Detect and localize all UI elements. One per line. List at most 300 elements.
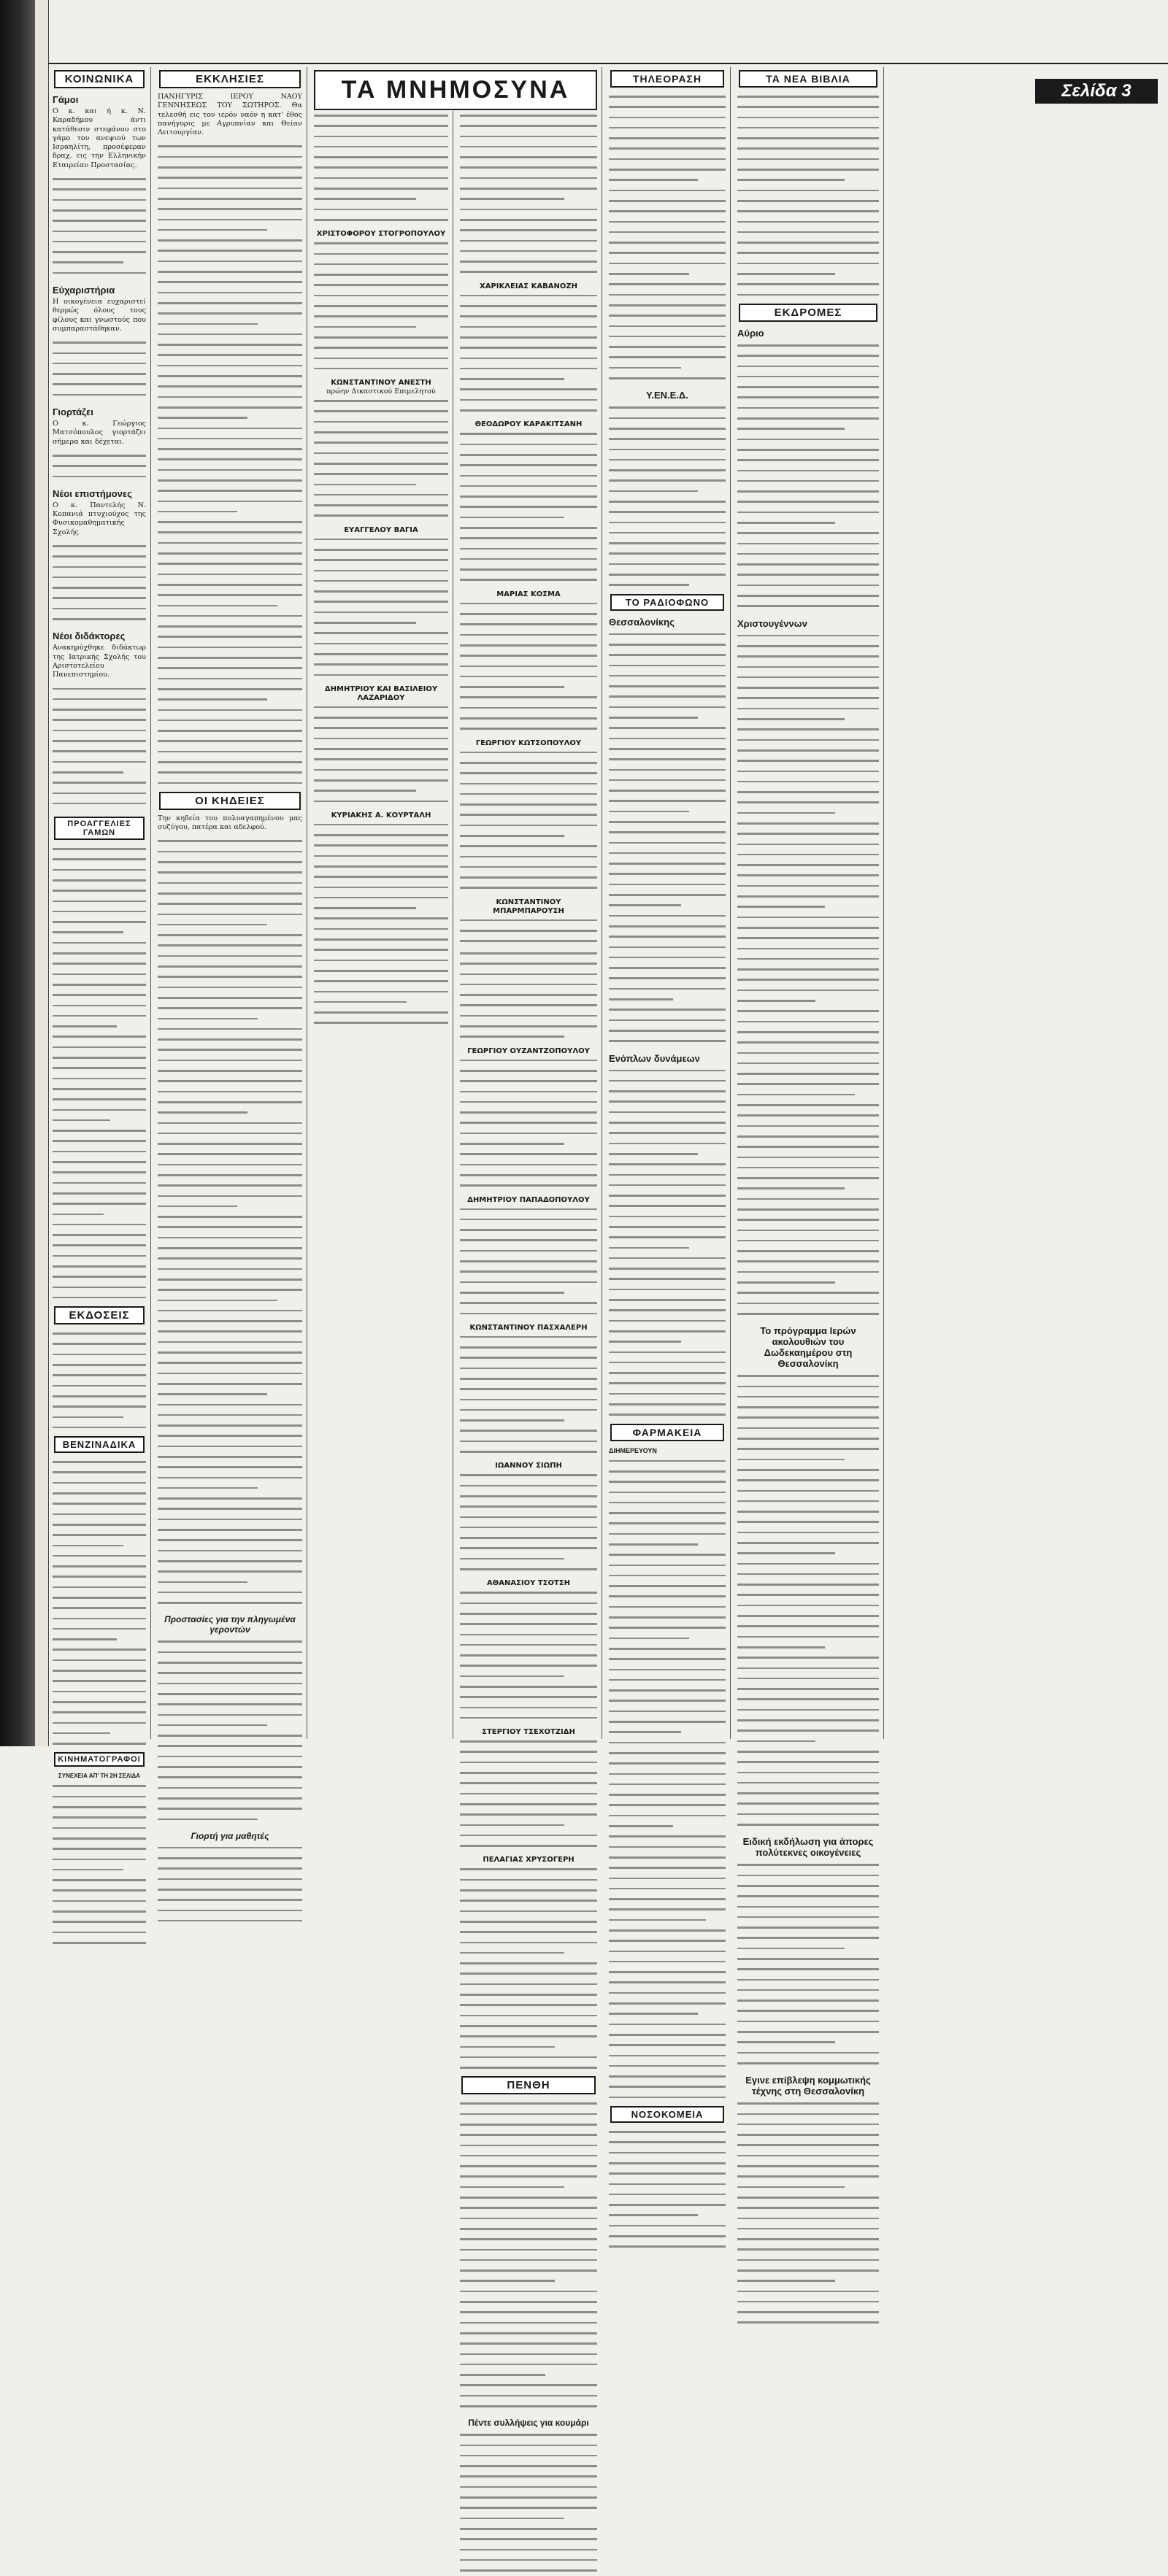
text-line: [737, 404, 879, 414]
text-line: [460, 2493, 597, 2503]
text-line: [737, 1111, 879, 1121]
text-line: [460, 2514, 564, 2524]
text-line: [314, 153, 448, 163]
text-line: [737, 528, 879, 539]
text-line: [460, 2329, 597, 2339]
text-line: [314, 323, 416, 333]
text-line: [460, 779, 597, 790]
text-line: [53, 1614, 146, 1624]
obituary-name: ΙΩΑΝΝΟΥ ΣΙΩΠΗ: [495, 1462, 562, 1470]
text-line: [737, 2017, 879, 2027]
radio-enoplon-text: [609, 1066, 726, 1421]
text-line: [609, 766, 726, 776]
text-line: [158, 194, 302, 204]
text-line: [158, 486, 302, 496]
text-line: [737, 777, 879, 787]
text-line: [460, 821, 597, 831]
text-line: [158, 173, 302, 183]
text-line: [737, 965, 879, 975]
obituary-name: ΧΑΡΙΚΛΕΙΑΣ ΚΑΒΑΝΟΖΗ: [480, 282, 577, 290]
text-line: [53, 959, 146, 969]
text-line: [314, 501, 448, 511]
text-line: [314, 555, 448, 566]
text-line: [737, 955, 879, 965]
text-line: [460, 2534, 597, 2545]
text-line: [737, 435, 879, 445]
text-line: [460, 1737, 597, 1747]
page-number-badge: Σελίδα 3: [1035, 79, 1158, 104]
text-line: [737, 1142, 879, 1152]
text-line: [609, 2200, 726, 2210]
text-line: [460, 831, 564, 841]
text-line: [314, 194, 416, 204]
text-line: [737, 1996, 879, 2006]
text-line: [460, 1181, 597, 1191]
text-line: [460, 768, 597, 779]
text-line: [609, 1936, 726, 1946]
text-line: [460, 1990, 597, 2000]
text-line: [158, 246, 302, 256]
text-line: [737, 1570, 879, 1580]
text-line: [460, 385, 597, 395]
text-line: [737, 144, 879, 154]
text-line: [737, 155, 879, 165]
text-line: [609, 1005, 726, 1015]
text-line: [460, 2503, 597, 2513]
text-line: [460, 1384, 597, 1395]
text-line: [460, 247, 597, 257]
text-line: [609, 807, 689, 817]
text-line: [609, 1957, 726, 1967]
section-header-kideies: ΟΙ ΚΗΔΕΙΕΣ: [159, 792, 301, 810]
text-line: [609, 1222, 726, 1233]
text-line: [53, 379, 146, 390]
text-line: [158, 1494, 302, 1504]
koinonika-section-text: Ο κ. Παντελής Ν. Κοπανιά πτυχιούχος της Φυσικομαθηματικής Σχολής.: [53, 501, 146, 536]
text-line: [737, 1643, 825, 1653]
text-line: [737, 673, 879, 683]
text-line: [609, 1603, 726, 1613]
text-line: [737, 1881, 879, 1891]
section-header-koinonika: ΚΟΙΝΩΝΙΚΑ: [54, 70, 145, 88]
giorti-text: [158, 1843, 302, 1927]
text-line: [737, 2183, 845, 2193]
text-line: [609, 1530, 726, 1540]
text-line: [737, 1299, 879, 1309]
text-line: [314, 205, 448, 215]
text-line: [158, 1668, 302, 1678]
text-line: [460, 1959, 597, 1969]
text-line: [158, 1854, 302, 1864]
text-line: [460, 513, 564, 523]
text-line: [460, 544, 597, 555]
text-line: [609, 2040, 726, 2051]
text-line: [314, 1008, 448, 1018]
koinonika-sections: [53, 94, 146, 809]
text-line: [460, 482, 597, 492]
text-line: [609, 1285, 726, 1295]
text-line: [460, 194, 564, 204]
text-line: [609, 528, 726, 539]
text-line: [609, 1759, 726, 1769]
text-line: [460, 2451, 597, 2461]
text-line: [53, 917, 146, 928]
text-line: [460, 1523, 597, 1533]
text-line: [609, 2210, 698, 2221]
text-line: [158, 1462, 302, 1473]
text-line: [737, 279, 879, 290]
text-line: [460, 1938, 597, 1948]
text-line: [158, 590, 302, 601]
text-line: [158, 371, 302, 382]
text-line: [609, 1748, 726, 1759]
text-line: [737, 1860, 879, 1870]
text-line: [53, 938, 146, 949]
text-line: [460, 2318, 597, 2329]
text-line: [737, 1549, 835, 1559]
text-line: [737, 1923, 879, 1933]
text-line: [158, 455, 302, 465]
text-line: [460, 225, 597, 236]
text-line: [53, 1011, 146, 1022]
text-line: [609, 2009, 698, 2019]
text-line: [737, 2234, 879, 2245]
text-line: [158, 1546, 302, 1557]
text-line: [53, 1147, 146, 1157]
text-line: [314, 184, 448, 194]
text-line: [158, 1316, 302, 1327]
text-line: [460, 1160, 597, 1171]
text-line: [158, 444, 302, 455]
text-line: [314, 703, 448, 713]
koinonika-section-title: Νέοι επιστήμονες: [53, 487, 132, 499]
text-line: [737, 1236, 879, 1246]
text-line: [460, 2524, 597, 2534]
column-mnimosyna-c-visible: [456, 949, 602, 2429]
text-line: [609, 1999, 726, 2009]
text-line: [737, 746, 879, 756]
text-line: [314, 883, 448, 893]
text-line: [460, 790, 597, 800]
text-line: [158, 1306, 302, 1316]
text-line: [609, 455, 726, 466]
text-line: [609, 1623, 726, 1633]
text-line: [737, 1933, 879, 1943]
text-line: [609, 1654, 726, 1665]
text-line: [53, 1272, 146, 1282]
text-line: [314, 142, 448, 153]
text-line: [460, 609, 597, 620]
text-line: [737, 913, 879, 923]
text-line: [460, 2021, 597, 2032]
text-line: [460, 2461, 597, 2472]
text-line: [737, 1871, 879, 1881]
text-line: [314, 174, 448, 184]
text-line: [609, 414, 726, 424]
text-line: [53, 604, 146, 614]
text-line: [609, 1254, 726, 1264]
text-line: [460, 2043, 555, 2053]
obituary-name: ΧΡΙΣΤΟΦΟΡΟΥ ΣΤΟΓΡΟΠΟΥΛΟΥ: [316, 230, 446, 239]
text-line: [53, 1824, 146, 1834]
text-line: [609, 1181, 726, 1191]
text-line: [158, 857, 302, 868]
text-line: [460, 2556, 597, 2566]
text-line: [737, 228, 879, 238]
text-line: [158, 1265, 302, 1275]
koinonika-section-title: Εύχαριστήρια: [53, 285, 115, 296]
section-header-nosokomeia: ΝΟΣΟΚΟΜΕΙΑ: [610, 2106, 724, 2123]
text-line: [53, 1252, 146, 1262]
text-line: [609, 363, 681, 374]
text-line: [609, 1696, 726, 1706]
text-line: [158, 1721, 267, 1731]
text-line: [737, 1778, 879, 1789]
text-line: [460, 1565, 597, 1575]
text-line: [609, 1348, 726, 1358]
text-line: [53, 1530, 146, 1540]
text-line: [609, 1508, 726, 1519]
text-line: [609, 175, 698, 185]
text-line: [158, 1431, 302, 1441]
text-line: [158, 184, 302, 194]
obituary-name: ΔΗΜΗΤΡΙΟΥ ΚΑΙ ΒΑΣΙΛΕΙΟΥ ΛΑΖΑΡΙΔΟΥ: [324, 685, 438, 702]
text-line: [460, 1416, 564, 1426]
ekklisies-text: [158, 142, 302, 788]
text-line: [609, 1811, 726, 1821]
text-line: [158, 920, 267, 930]
text-line: [737, 1309, 879, 1319]
text-line: [609, 279, 726, 290]
text-line: [737, 892, 879, 902]
text-line: [737, 134, 879, 144]
nosokomeia-text: [609, 2127, 726, 2253]
text-line: [158, 204, 302, 215]
text-line: [158, 983, 302, 993]
text-line: [53, 747, 146, 757]
text-line: [158, 1773, 302, 1783]
text-line: [53, 1126, 146, 1136]
text-line: [460, 1948, 564, 1959]
text-line: [737, 2151, 879, 2162]
section-header-benzinadika: ΒΕΝΖΙΝΑΔΙΚΑ: [54, 1436, 145, 1453]
text-line: [737, 1257, 879, 1267]
text-line: [158, 1504, 302, 1514]
text-line: [460, 916, 597, 926]
text-line: [460, 800, 597, 810]
text-line: [609, 580, 689, 590]
text-line: [609, 1378, 726, 1389]
text-line: [158, 382, 302, 392]
obituary-name: ΓΕΩΡΓΙΟΥ ΚΩΤΣΟΠΟΥΛΟΥ: [475, 739, 582, 747]
text-line: [609, 1295, 726, 1306]
text-line: [53, 1370, 146, 1381]
text-line: [158, 1108, 247, 1118]
text-line: [460, 153, 597, 163]
text-line: [158, 298, 302, 309]
text-line: [53, 1043, 146, 1053]
text-line: [53, 1792, 146, 1802]
text-line: [460, 883, 597, 893]
text-line: [158, 570, 302, 580]
text-line: [460, 1405, 597, 1416]
text-line: [460, 1374, 597, 1384]
text-line: [609, 953, 726, 963]
text-line: [609, 849, 726, 859]
text-line: [737, 1621, 879, 1632]
text-line: [609, 817, 726, 828]
kideies-intro: Την κηδεία του πολυαγαπημένου μας συζύγου, πατέρα και αδελφού.: [158, 814, 302, 832]
text-line: [609, 1874, 726, 1884]
text-line: [53, 897, 146, 907]
text-line: [158, 1014, 258, 1025]
text-line: [314, 511, 448, 521]
text-line: [737, 1413, 879, 1423]
text-line: [158, 330, 302, 340]
text-line: [460, 1205, 597, 1215]
text-line: [609, 1264, 726, 1274]
text-line: [737, 351, 879, 361]
text-line: [609, 155, 726, 165]
text-line: [609, 828, 726, 838]
text-line: [158, 1411, 302, 1421]
text-line: [158, 1003, 302, 1014]
text-line: [460, 1364, 597, 1374]
text-line: [460, 364, 597, 374]
text-line: [609, 890, 726, 901]
text-line: [53, 359, 146, 369]
text-line: [460, 142, 597, 153]
text-line: [314, 111, 448, 121]
text-line: [737, 736, 879, 746]
text-line: [737, 2162, 879, 2172]
text-line: [158, 1588, 302, 1598]
text-line: [460, 1215, 597, 1225]
text-line: [53, 1834, 146, 1844]
text-line: [314, 649, 448, 660]
text-line: [737, 1747, 879, 1757]
text-line: [53, 1053, 146, 1063]
text-line: [53, 541, 146, 552]
text-line: [53, 338, 146, 348]
text-line: [460, 926, 597, 936]
section-header-tv: ΤΗΛΕΟΡΑΣΗ: [610, 70, 724, 88]
text-line: [53, 1719, 146, 1729]
text-line: [609, 1498, 726, 1508]
text-line: [460, 2032, 597, 2042]
text-line: [737, 372, 879, 382]
text-line: [460, 2297, 597, 2307]
text-line: [609, 1233, 726, 1243]
text-line: [609, 1853, 726, 1863]
text-line: [460, 1000, 597, 1011]
text-line: [737, 2245, 879, 2255]
text-line: [53, 778, 146, 788]
text-line: [53, 1708, 146, 1718]
text-line: [609, 1358, 726, 1368]
text-line: [158, 1098, 302, 1108]
text-line: [609, 1316, 726, 1327]
text-line: [460, 333, 597, 343]
text-line: [609, 1926, 726, 1936]
text-line: [460, 2391, 597, 2402]
text-line: [53, 1063, 146, 1073]
text-line: [158, 1916, 302, 1927]
text-line: [158, 695, 267, 705]
text-line: [314, 587, 448, 597]
text-line: [460, 2130, 597, 2140]
text-line: [158, 1525, 302, 1535]
text-line: [737, 1246, 879, 1257]
text-line: [737, 1913, 879, 1923]
text-line: [158, 1358, 302, 1368]
text-line: [158, 1864, 302, 1874]
gamos-text: [53, 844, 146, 1303]
text-line: [460, 1554, 564, 1565]
text-line: [314, 744, 448, 755]
text-line: [53, 1293, 146, 1303]
text-line: [609, 1026, 726, 1036]
text-line: [314, 291, 448, 301]
text-line: [53, 349, 146, 359]
text-line: [609, 248, 726, 258]
text-line: [460, 267, 597, 277]
text-line: [460, 1032, 564, 1042]
text-line: [53, 1781, 146, 1792]
text-line: [314, 893, 448, 903]
text-line: [460, 1533, 597, 1543]
text-line: [460, 810, 597, 820]
text-line: [314, 998, 407, 1008]
text-line: [53, 695, 146, 705]
text-line: [53, 990, 146, 1000]
ekdromes-xristougenna: Χριστουγέννων: [737, 617, 807, 629]
text-line: [609, 102, 726, 112]
text-line: [158, 1025, 302, 1035]
text-line: [460, 2011, 597, 2021]
text-line: [460, 523, 597, 533]
text-line: [53, 768, 123, 778]
text-line: [53, 715, 146, 725]
text-line: [158, 1679, 302, 1689]
text-line: [460, 682, 564, 693]
text-line: [314, 628, 448, 639]
giorti-title: Γιορτή για μαθητές: [191, 1830, 269, 1841]
ekklisies-intro: ΠΑΝΗΓΥΡΙΣ ΙΕΡΟΥ ΝΑΟΥ ΓΕΝΝΗΣΕΩΣ ΤΟΥ ΣΩΤΗΡΟΣ. Θα τελεσθή εις τον ιερόν ναόν η κατ' έθος πανήγυρις με Αγρυπνίαν και Θείαν Λειτουργίαν.: [158, 93, 302, 137]
text-line: [460, 1768, 597, 1778]
text-line: [460, 2234, 597, 2245]
text-line: [53, 1583, 146, 1593]
text-line: [460, 641, 597, 651]
text-line: [460, 1395, 597, 1405]
text-line: [314, 935, 448, 945]
text-line: [158, 632, 302, 642]
text-line: [737, 445, 879, 455]
column-koinonika: [48, 67, 151, 1780]
text-line: [158, 736, 302, 747]
text-line: [737, 1163, 879, 1173]
text-line: [314, 660, 448, 670]
text-line: [53, 1457, 146, 1468]
text-line: [737, 1789, 879, 1799]
text-line: [53, 390, 146, 401]
text-line: [53, 1802, 146, 1813]
text-line: [158, 413, 247, 423]
text-line: [314, 333, 448, 343]
text-line: [609, 1634, 689, 1644]
text-line: [609, 755, 726, 765]
text-line: [53, 705, 146, 715]
